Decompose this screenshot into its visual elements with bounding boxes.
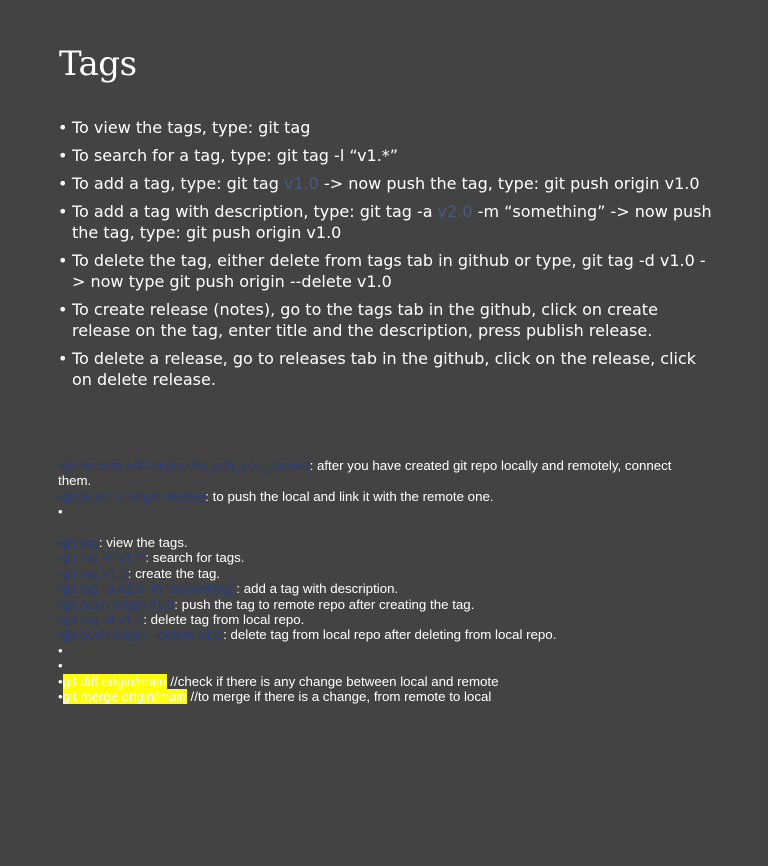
bullet-item xyxy=(56,117,716,138)
note-line xyxy=(58,658,698,673)
note-line xyxy=(58,535,698,550)
note-command: git tag xyxy=(62,535,99,551)
bullet-dot: • xyxy=(58,581,63,597)
spacer xyxy=(58,520,698,535)
note-line xyxy=(58,566,698,581)
highlighted-command: git merge origin/main xyxy=(62,689,187,705)
bullet-text: To add a tag, type: git tag xyxy=(72,174,284,193)
bullet-dot: • xyxy=(58,488,63,504)
bullet-item xyxy=(56,348,716,390)
note-text: : delete tag from local repo after deleting from local repo. xyxy=(223,627,557,643)
note-command: git push origin --delete v1.0 xyxy=(62,627,224,643)
bullet-item xyxy=(56,173,716,194)
highlighted-command: git diff origin/main xyxy=(62,673,167,689)
bullet-text: To add a tag with description, type: git tag -a xyxy=(72,202,438,221)
bullet-text: To view the tags, type: git tag xyxy=(72,118,311,137)
bullet-text: -> now push the tag, type: git push origin v1.0 xyxy=(318,174,700,193)
slide-title: Tags xyxy=(59,44,137,84)
note-text: : to push the local and link it with the remote one. xyxy=(205,488,494,504)
bullet-item xyxy=(56,250,716,292)
bullet-item xyxy=(56,299,716,341)
note-line xyxy=(58,550,698,565)
bullet-dot: • xyxy=(58,535,63,551)
note-text: : add a tag with description. xyxy=(236,581,399,597)
bullet-dot: • xyxy=(58,612,63,628)
note-command: git tag -d v1.0 xyxy=(62,612,144,628)
notes-block xyxy=(58,458,698,704)
version-token: v2.0 xyxy=(437,202,473,221)
bullet-dot: • xyxy=(58,673,63,689)
note-command: git tag v1.0 xyxy=(62,565,128,581)
bullet-dot: • xyxy=(58,565,63,581)
note-command: git tag -l “v1.*” xyxy=(62,550,146,566)
note-line xyxy=(58,489,698,504)
bullet-dot: • xyxy=(58,642,63,658)
note-command: git remote add origin the_ssh_you_copied xyxy=(62,458,310,473)
note-command: git push origin v1.0 xyxy=(62,596,175,612)
note-line xyxy=(58,643,698,658)
note-line xyxy=(58,689,698,704)
bullet-dot: • xyxy=(58,458,63,473)
note-line xyxy=(58,581,698,596)
bullet-text: To search for a tag, type: git tag -l “v1.*” xyxy=(72,146,399,165)
note-line xyxy=(58,504,698,519)
bullet-dot: • xyxy=(58,627,63,643)
bullet-list xyxy=(56,117,716,397)
note-line xyxy=(58,612,698,627)
version-token: v1.0 xyxy=(283,174,319,193)
note-command: git tag -a v2.0 -m “something” xyxy=(62,581,237,597)
note-text: : delete tag from local repo. xyxy=(143,612,305,628)
bullet-dot: • xyxy=(58,550,63,566)
note-line xyxy=(58,674,698,689)
bullet-dot: • xyxy=(58,689,63,705)
note-text: : after you have created git repo locally and remotely, connect them. xyxy=(58,458,676,489)
note-text: : create the tag. xyxy=(127,565,221,581)
note-text: : push the tag to remote repo after creating the tag. xyxy=(174,596,475,612)
bullet-item xyxy=(56,145,716,166)
bullet-item xyxy=(56,201,716,243)
note-line xyxy=(58,597,698,612)
note-text: //to merge if there is a change, from remote to local xyxy=(186,689,492,705)
bullet-text: To create release (notes), go to the tags tab in the github, click on create release on the tag, enter title and the description, press publish release. xyxy=(72,300,658,340)
note-text: : search for tags. xyxy=(145,550,245,566)
note-command: git push -u origin master xyxy=(62,488,206,504)
note-line xyxy=(58,458,698,489)
note-text: : view the tags. xyxy=(98,535,188,551)
note-text: //check if there is any change between local and remote xyxy=(166,673,499,689)
bullet-dot: • xyxy=(58,658,63,674)
note-line xyxy=(58,627,698,642)
bullet-text: To delete the tag, either delete from tags tab in github or type, git tag -d v1.0 -> now type git push origin --delete v1.0 xyxy=(72,251,706,291)
bullet-text: -m “something” -> now push the tag, type: git push origin v1.0 xyxy=(72,202,712,242)
bullet-text: To delete a release, go to releases tab in the github, click on the release, click on delete release. xyxy=(72,349,697,389)
bullet-dot: • xyxy=(58,596,63,612)
bullet-dot: • xyxy=(58,504,63,520)
